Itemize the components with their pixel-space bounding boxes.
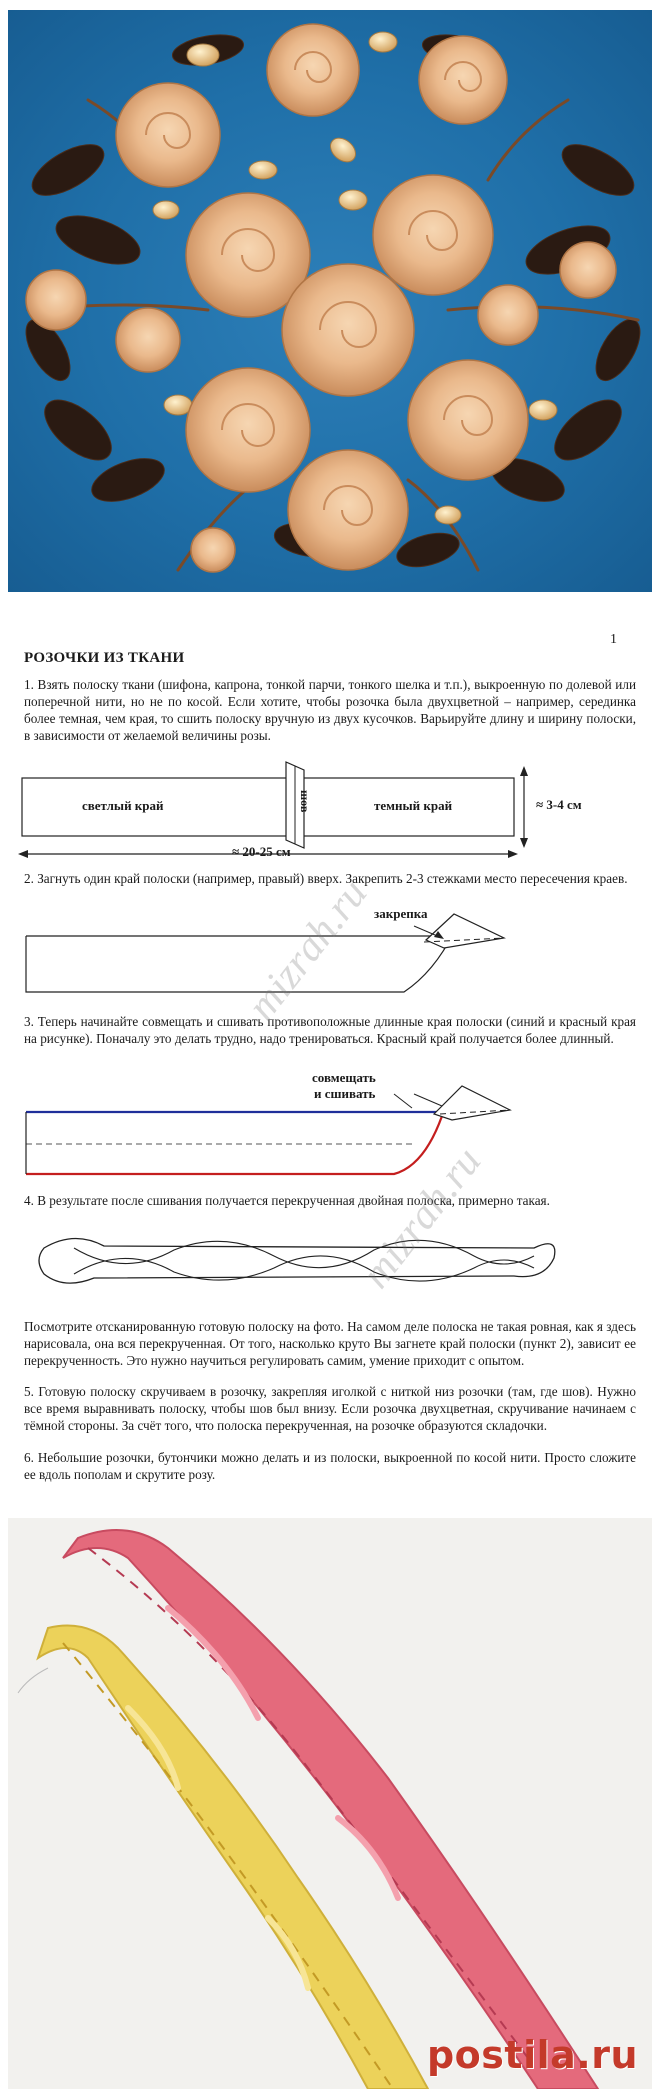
- sew-diagram: [14, 1066, 646, 1186]
- fabric-strips-illustration: [8, 1518, 652, 2089]
- width-label: ≈ 3-4 см: [536, 797, 582, 812]
- step-5-text: 5. Готовую полоску скручиваем в розочку, закрепляя иголкой с ниткой низ розочки (там, где шов). Нужно все время выравнивать полоску, чтобы шов был внизу. Если розочка двухцветная, скручивание начинаем с тёмной стороны. За счёт того, что полоска перекрученная, на розочке образуются складочки.: [24, 1384, 636, 1433]
- twisted-strip-diagram: [14, 1228, 646, 1298]
- page-number: 1: [610, 632, 617, 647]
- strip-diagram: [14, 752, 646, 862]
- watermark-1: mizrah.ru: [238, 870, 377, 1029]
- dark-edge-label: темный край: [374, 798, 453, 813]
- align-label: совмещать: [312, 1070, 376, 1085]
- postila-logo[interactable]: postila.ru: [426, 2033, 638, 2077]
- roses-embroidery-photo: [8, 10, 652, 592]
- light-edge-label: светлый край: [82, 798, 164, 813]
- length-label: ≈ 20-25 см: [232, 844, 291, 859]
- sew-label: и сшивать: [314, 1086, 376, 1101]
- note-text: Посмотрите отсканированную готовую полоску на фото. На самом деле полоска не такая ровная, как я здесь нарисовала, она вся перекрученная. От того, насколько круто Вы загнете край полоски (пункт 2), зависит ее перекрученность. Это нужно научиться регулировать самим, умение приходит с опытом.: [24, 1319, 636, 1368]
- step-3-text: 3. Теперь начинайте совмещать и сшивать противоположные длинные края полоски (синий и красный края на рисунке). Поначалу это делать трудно, надо тренироваться. Красный край получается более длинный.: [24, 1014, 636, 1046]
- watermark-2: mizrah.ru: [352, 1138, 491, 1297]
- twisted-strip-drawing: [14, 1228, 646, 1298]
- roses-illustration: [8, 10, 652, 592]
- pin-label: закрепка: [374, 906, 428, 921]
- seam-label: шов: [298, 790, 312, 813]
- page-title: РОЗОЧКИ ИЗ ТКАНИ: [24, 650, 185, 666]
- yellow-strip: [38, 1626, 428, 2089]
- twisted-strips-photo: [8, 1518, 652, 2089]
- step-2-text: 2. Загнуть один край полоски (например, правый) вверх. Закрепить 2-3 стежками место пересечения краев.: [24, 871, 628, 886]
- step-1-text: 1. Взять полоску ткани (шифона, капрона, тонкой парчи, тонкого шелка и т.п.), выкроенную по долевой или поперечной нити, но не по косой. Если хотите, чтобы розочка была двухцветной – например, серединка более темная, чем края, то сшить полоску вручную из двух кусочков. Варьируйте длину и ширину полоски, в зависимости от желаемой величины розы.: [24, 677, 636, 743]
- step-6-text: 6. Небольшие розочки, бутончики можно делать и из полоски, выкроенной по косой нити. Просто сложите ее вдоль пополам и скрутите розу.: [24, 1450, 636, 1482]
- step-4-text: 4. В результате после сшивания получается перекрученная двойная полоска, примерно такая.: [24, 1193, 550, 1208]
